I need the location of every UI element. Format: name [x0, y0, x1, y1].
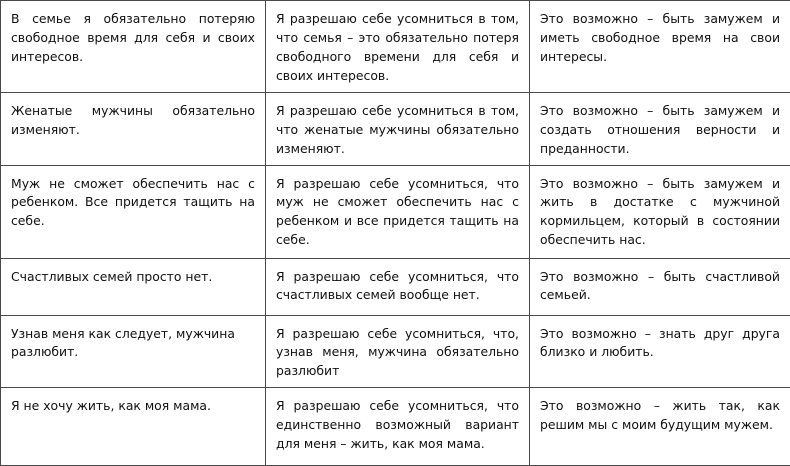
possibility-text: Это возможно – жить так, как решим мы с моим будущим мужем.	[540, 397, 780, 435]
cell-possibility	[530, 388, 790, 466]
cell-possibility	[530, 165, 790, 258]
doubt-text: Я разрешаю себе усомниться в том, что женатые мужчины обязательно изменяют.	[276, 102, 519, 159]
possibility-text: Это возможно – быть счастливой семьей.	[540, 268, 780, 306]
possibility-text: Это возможно – знать друг друга близко и любить.	[540, 325, 780, 363]
doubt-text: Я разрешаю себе усомниться, что, узнав меня, мужчина обязательно разлюбит	[276, 325, 519, 382]
cell-belief	[1, 258, 266, 315]
belief-text: Счастливых семей просто нет.	[11, 268, 255, 287]
cell-possibility	[530, 93, 790, 166]
cell-possibility	[530, 258, 790, 315]
table-row	[1, 258, 790, 315]
cell-doubt	[266, 258, 530, 315]
belief-text: Женатые мужчины обязательно изменяют.	[11, 102, 255, 140]
cell-doubt	[266, 93, 530, 166]
possibility-text: Это возможно – быть замужем и создать отношения верности и преданности.	[540, 102, 780, 159]
table-row	[1, 388, 790, 466]
doubt-text: Я разрешаю себе усомниться, что счастливых семей вообще нет.	[276, 268, 519, 306]
belief-text: Я не хочу жить, как моя мама.	[11, 397, 255, 416]
cell-belief	[1, 315, 266, 388]
doubt-text: Я разрешаю себе усомниться, что единственно возможный вариант для меня – жить, как моя мама.	[276, 397, 519, 454]
cell-belief	[1, 165, 266, 258]
doubt-text: Я разрешаю себе усомниться, что муж не сможет обеспечить нас с ребенком и все придется тащить на себе.	[276, 175, 519, 250]
cell-belief	[1, 93, 266, 166]
table-row	[1, 1, 790, 93]
cell-doubt	[266, 1, 530, 93]
table-row	[1, 165, 790, 258]
cell-belief	[1, 1, 266, 93]
cell-doubt	[266, 315, 530, 388]
cell-possibility	[530, 315, 790, 388]
possibility-text: Это возможно – быть замужем и иметь свободное время на свои интересы.	[540, 10, 780, 67]
belief-text: Муж не сможет обеспечить нас с ребенком. Все придется тащить на себе.	[11, 175, 255, 232]
cell-doubt	[266, 388, 530, 466]
cell-possibility	[530, 1, 790, 93]
belief-text: В семье я обязательно потеряю свободное время для себя и своих интересов.	[11, 10, 255, 67]
belief-text: Узнав меня как следует, мужчина разлюбит.	[11, 325, 255, 363]
doubt-text: Я разрешаю себе усомниться в том, что семья – это обязательно потеря свободного времени для себя и своих интересов.	[276, 10, 519, 85]
cell-belief	[1, 388, 266, 466]
table-row	[1, 315, 790, 388]
cell-doubt	[266, 165, 530, 258]
table-row	[1, 93, 790, 166]
possibility-text: Это возможно – быть замужем и жить в достатке с мужчиной кормильцем, который в состоянии обеспечить нас.	[540, 175, 780, 250]
table-body	[1, 1, 790, 466]
